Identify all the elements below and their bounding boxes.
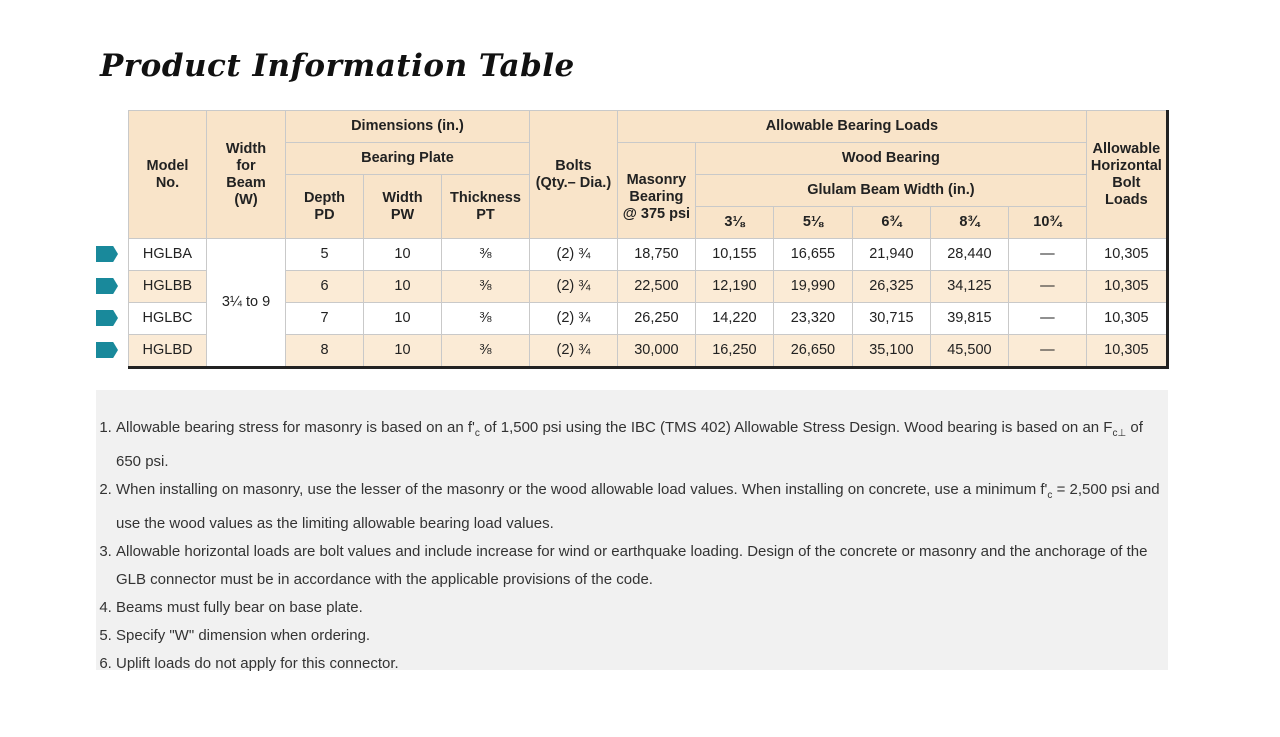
cell-model: HGLBB: [129, 271, 207, 303]
notes-list: [96, 390, 1168, 678]
cell-glulam-2: 16,655: [773, 239, 852, 271]
cell-bolts: (2) ¾: [529, 303, 617, 335]
cell-glulam-4: 45,500: [930, 335, 1008, 368]
header-model: Model No.: [129, 111, 207, 239]
header-plate-width: Width PW: [364, 175, 442, 239]
cell-plate-width: 10: [364, 239, 442, 271]
row-marker-icon: [96, 342, 118, 358]
cell-glulam-1: 16,250: [695, 335, 773, 368]
note-1: [116, 414, 1168, 476]
cell-bolts: (2) ¾: [529, 335, 617, 368]
header-glulam-width-5: 10¾: [1008, 207, 1086, 239]
note-4: 4. Beams must fully bear on base plate.: [116, 594, 1168, 622]
cell-glulam-1: 12,190: [695, 271, 773, 303]
cell-glulam-3: 21,940: [852, 239, 930, 271]
note-6: 6. Uplift loads do not apply for this connector.: [116, 650, 1168, 678]
cell-bolts: (2) ¾: [529, 271, 617, 303]
cell-thickness: ⅜: [442, 271, 530, 303]
cell-thickness: ⅜: [442, 335, 530, 368]
cell-glulam-5: —: [1008, 335, 1086, 368]
cell-depth: 7: [286, 303, 364, 335]
cell-masonry: 26,250: [617, 303, 695, 335]
cell-plate-width: 10: [364, 335, 442, 368]
header-allowable-bearing-loads: Allowable Bearing Loads: [617, 111, 1086, 143]
cell-glulam-2: 19,990: [773, 271, 852, 303]
cell-model: HGLBA: [129, 239, 207, 271]
cell-model: HGLBD: [129, 335, 207, 368]
cell-glulam-3: 30,715: [852, 303, 930, 335]
cell-depth: 6: [286, 271, 364, 303]
header-horizontal-bolt-loads: Allowable Horizontal Bolt Loads: [1086, 111, 1167, 239]
note-2: [116, 476, 1168, 538]
cell-plate-width: 10: [364, 303, 442, 335]
cell-masonry: 30,000: [617, 335, 695, 368]
note-3: 3. Allowable horizontal loads are bolt values and include increase for wind or earthquake loading. Design of the concrete or masonry and the anchorage of the GLB connector must be in accordance with the applicable provisions of the code.: [116, 538, 1168, 594]
cell-depth: 8: [286, 335, 364, 368]
cell-horizontal: 10,305: [1086, 239, 1167, 271]
cell-plate-width: 10: [364, 271, 442, 303]
row-marker-icon: [96, 310, 118, 326]
cell-glulam-1: 14,220: [695, 303, 773, 335]
header-glulam-width-1: 3⅛: [695, 207, 773, 239]
cell-glulam-1: 10,155: [695, 239, 773, 271]
cell-glulam-2: 23,320: [773, 303, 852, 335]
note-1-subscript-2: c⊥: [1112, 428, 1127, 439]
cell-horizontal: 10,305: [1086, 303, 1167, 335]
note-1-text-end: of 650 psi.: [116, 419, 1143, 470]
cell-thickness: ⅜: [442, 239, 530, 271]
row-marker-icon: [96, 246, 118, 262]
product-info-table: [128, 110, 1169, 369]
cell-model: HGLBC: [129, 303, 207, 335]
cell-glulam-4: 39,815: [930, 303, 1008, 335]
cell-bolts: (2) ¾: [529, 239, 617, 271]
notes-panel: [96, 390, 1168, 670]
header-depth: Depth PD: [286, 175, 364, 239]
note-2-text-end: = 2,500 psi and use the wood values as the limiting allowable bearing load values.: [116, 481, 1160, 532]
header-glulam-width-4: 8¾: [930, 207, 1008, 239]
header-thickness: Thickness PT: [442, 175, 530, 239]
note-2-subscript: c: [1047, 490, 1053, 501]
cell-depth: 5: [286, 239, 364, 271]
note-1-text-cont: of 1,500 psi using the IBC (TMS 402) Allowable Stress Design. Wood bearing is based on an F: [479, 419, 1113, 436]
cell-glulam-4: 34,125: [930, 271, 1008, 303]
header-wood-bearing: Wood Bearing: [695, 143, 1086, 175]
note-5: 5. Specify "W" dimension when ordering.: [116, 622, 1168, 650]
cell-glulam-5: —: [1008, 239, 1086, 271]
header-glulam-width-2: 5⅛: [773, 207, 852, 239]
cell-glulam-2: 26,650: [773, 335, 852, 368]
header-glulam-width-3: 6¾: [852, 207, 930, 239]
cell-thickness: ⅜: [442, 303, 530, 335]
cell-horizontal: 10,305: [1086, 335, 1167, 368]
cell-horizontal: 10,305: [1086, 271, 1167, 303]
header-glulam-width: Glulam Beam Width (in.): [695, 175, 1086, 207]
header-masonry-bearing: Masonry Bearing @ 375 psi: [617, 143, 695, 239]
header-bearing-plate: Bearing Plate: [286, 143, 530, 175]
header-dimensions: Dimensions (in.): [286, 111, 530, 143]
cell-width-for-beam: 3¼ to 9: [207, 239, 286, 368]
row-marker-icon: [96, 278, 118, 294]
note-2-text: When installing on masonry, use the lesser of the masonry or the wood allowable load values. When installing on concrete, use a minimum f': [116, 481, 1048, 498]
cell-glulam-5: —: [1008, 303, 1086, 335]
table-row: [129, 239, 1168, 271]
cell-glulam-3: 35,100: [852, 335, 930, 368]
cell-masonry: 22,500: [617, 271, 695, 303]
cell-glulam-4: 28,440: [930, 239, 1008, 271]
page-title: Product Information Table: [100, 48, 575, 84]
note-1-text: Allowable bearing stress for masonry is based on an f': [116, 419, 475, 436]
header-bolts: Bolts (Qty.– Dia.): [529, 111, 617, 239]
cell-glulam-3: 26,325: [852, 271, 930, 303]
note-1-subscript: c: [474, 428, 480, 439]
header-width-for-beam: Width for Beam (W): [207, 111, 286, 239]
cell-glulam-5: —: [1008, 271, 1086, 303]
cell-masonry: 18,750: [617, 239, 695, 271]
